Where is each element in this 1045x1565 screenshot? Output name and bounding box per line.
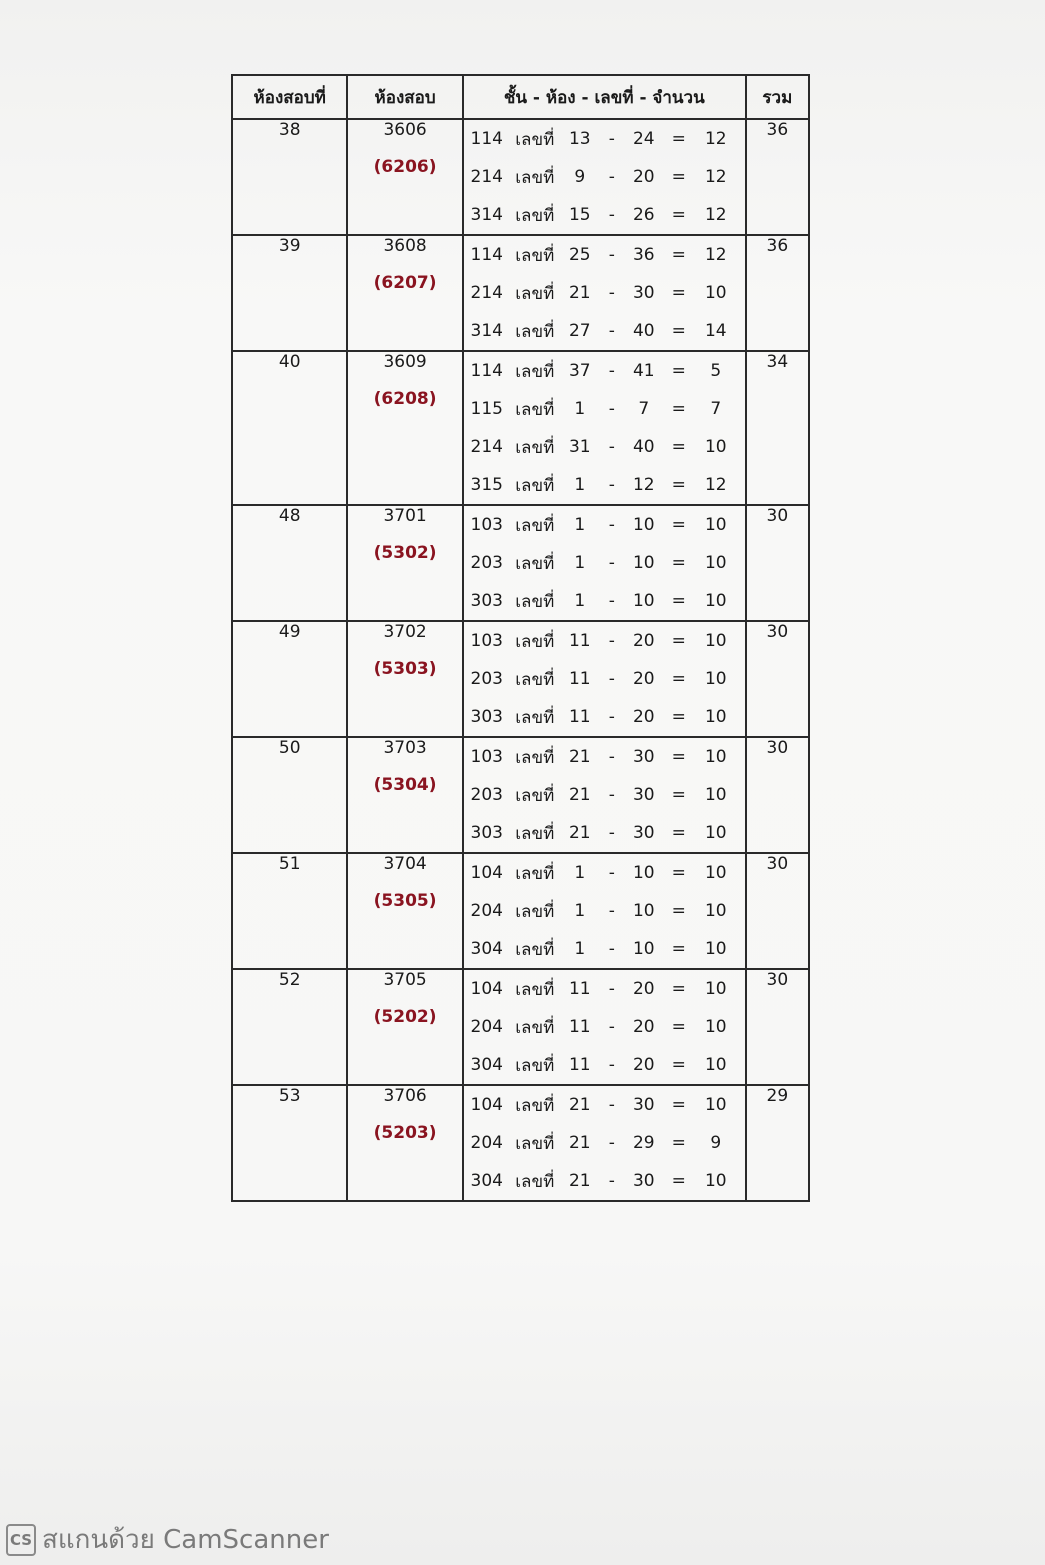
detail-line <box>464 196 745 234</box>
exam-room-number: 38 <box>232 119 347 235</box>
table-row <box>232 621 809 737</box>
number-label: เลขที่ <box>515 167 555 188</box>
range-to: 10 <box>632 901 655 921</box>
range-from: 1 <box>574 475 586 495</box>
equals-sign: = <box>671 283 686 303</box>
class-number: 204 <box>470 1133 503 1153</box>
detail-line <box>464 776 745 814</box>
number-label: เลขที่ <box>515 361 555 382</box>
number-label: เลขที่ <box>515 129 555 150</box>
equals-sign: = <box>671 823 686 843</box>
room-alt-code: (6206) <box>373 157 437 177</box>
range-from: 21 <box>568 823 591 843</box>
range-from: 11 <box>568 669 591 689</box>
number-label: เลขที่ <box>515 553 555 574</box>
class-number: 103 <box>470 515 503 535</box>
range-from: 11 <box>568 707 591 727</box>
range-from: 1 <box>574 553 586 573</box>
class-number: 314 <box>470 321 503 341</box>
equals-sign: = <box>671 707 686 727</box>
range-to: 20 <box>632 707 655 727</box>
equals-sign: = <box>671 245 686 265</box>
class-number: 114 <box>470 129 503 149</box>
footer-text: สแกนด้วย CamScanner <box>42 1525 329 1555</box>
detail-line <box>464 814 745 852</box>
range-from: 25 <box>568 245 591 265</box>
detail-line <box>464 312 745 350</box>
class-number: 303 <box>470 823 503 843</box>
room-cell <box>347 737 462 853</box>
header-exam-no: ห้องสอบที่ <box>232 75 347 119</box>
class-number: 104 <box>470 1095 503 1115</box>
detail-cell <box>463 119 746 235</box>
detail-line <box>464 738 745 776</box>
room-cell <box>347 621 462 737</box>
student-count: 10 <box>704 1171 727 1191</box>
range-dash: - <box>608 823 615 843</box>
range-to: 20 <box>632 167 655 187</box>
class-number: 104 <box>470 863 503 883</box>
table-row <box>232 505 809 621</box>
equals-sign: = <box>671 747 686 767</box>
range-dash: - <box>608 361 615 381</box>
equals-sign: = <box>671 1095 686 1115</box>
class-number: 203 <box>470 785 503 805</box>
detail-line <box>464 506 745 544</box>
range-to: 29 <box>632 1133 655 1153</box>
equals-sign: = <box>671 1171 686 1191</box>
detail-line <box>464 892 745 930</box>
range-to: 30 <box>632 1095 655 1115</box>
range-to: 7 <box>638 399 650 419</box>
range-dash: - <box>608 167 615 187</box>
exam-room-number: 39 <box>232 235 347 351</box>
range-to: 30 <box>632 1171 655 1191</box>
equals-sign: = <box>671 167 686 187</box>
detail-line <box>464 544 745 582</box>
range-dash: - <box>608 437 615 457</box>
table-row <box>232 853 809 969</box>
room-code: 3706 <box>383 1086 427 1106</box>
room-code: 3704 <box>383 854 427 874</box>
detail-line <box>464 1008 745 1046</box>
range-from: 1 <box>574 591 586 611</box>
detail-line <box>464 854 745 892</box>
range-to: 41 <box>632 361 655 381</box>
class-number: 204 <box>470 1017 503 1037</box>
class-number: 214 <box>470 167 503 187</box>
total-count: 29 <box>746 1085 809 1201</box>
range-from: 21 <box>568 1171 591 1191</box>
number-label: เลขที่ <box>515 707 555 728</box>
exam-room-number: 52 <box>232 969 347 1085</box>
room-alt-code: (5202) <box>373 1007 437 1027</box>
student-count: 10 <box>704 747 727 767</box>
number-label: เลขที่ <box>515 1017 555 1038</box>
exam-room-table <box>231 74 810 1202</box>
student-count: 10 <box>704 785 727 805</box>
total-count: 30 <box>746 737 809 853</box>
range-to: 10 <box>632 515 655 535</box>
range-from: 21 <box>568 747 591 767</box>
range-from: 11 <box>568 979 591 999</box>
detail-line <box>464 466 745 504</box>
equals-sign: = <box>671 129 686 149</box>
range-dash: - <box>608 591 615 611</box>
range-dash: - <box>608 863 615 883</box>
class-number: 304 <box>470 1055 503 1075</box>
number-label: เลขที่ <box>515 785 555 806</box>
equals-sign: = <box>671 979 686 999</box>
header-room: ห้องสอบ <box>347 75 462 119</box>
number-label: เลขที่ <box>515 475 555 496</box>
range-from: 27 <box>568 321 591 341</box>
student-count: 10 <box>704 669 727 689</box>
range-to: 10 <box>632 553 655 573</box>
exam-room-number: 49 <box>232 621 347 737</box>
range-dash: - <box>608 901 615 921</box>
class-number: 315 <box>470 475 503 495</box>
equals-sign: = <box>671 591 686 611</box>
table-row <box>232 737 809 853</box>
total-count: 30 <box>746 621 809 737</box>
detail-line <box>464 1046 745 1084</box>
range-to: 20 <box>632 631 655 651</box>
student-count: 14 <box>704 321 727 341</box>
student-count: 10 <box>704 591 727 611</box>
number-label: เลขที่ <box>515 863 555 884</box>
range-to: 40 <box>632 321 655 341</box>
student-count: 10 <box>704 979 727 999</box>
range-dash: - <box>608 475 615 495</box>
range-dash: - <box>608 1095 615 1115</box>
student-count: 10 <box>704 283 727 303</box>
room-code: 3702 <box>383 622 427 642</box>
range-dash: - <box>608 205 615 225</box>
room-cell <box>347 119 462 235</box>
student-count: 10 <box>704 707 727 727</box>
detail-line <box>464 274 745 312</box>
detail-cell <box>463 621 746 737</box>
table-row <box>232 351 809 505</box>
room-cell <box>347 235 462 351</box>
table-row <box>232 235 809 351</box>
range-to: 10 <box>632 939 655 959</box>
student-count: 10 <box>704 863 727 883</box>
equals-sign: = <box>671 553 686 573</box>
exam-room-number: 50 <box>232 737 347 853</box>
total-count: 34 <box>746 351 809 505</box>
student-count: 12 <box>704 475 727 495</box>
range-dash: - <box>608 785 615 805</box>
student-count: 10 <box>704 1055 727 1075</box>
class-number: 203 <box>470 669 503 689</box>
range-from: 21 <box>568 1095 591 1115</box>
range-to: 20 <box>632 979 655 999</box>
range-from: 15 <box>568 205 591 225</box>
student-count: 12 <box>704 205 727 225</box>
range-to: 36 <box>632 245 655 265</box>
room-cell <box>347 969 462 1085</box>
detail-line <box>464 120 745 158</box>
total-count: 30 <box>746 853 809 969</box>
range-dash: - <box>608 515 615 535</box>
room-code: 3703 <box>383 738 427 758</box>
range-from: 1 <box>574 515 586 535</box>
detail-line <box>464 1124 745 1162</box>
student-count: 10 <box>704 631 727 651</box>
range-from: 13 <box>568 129 591 149</box>
room-cell <box>347 1085 462 1201</box>
range-dash: - <box>608 1133 615 1153</box>
room-code: 3705 <box>383 970 427 990</box>
room-cell <box>347 351 462 505</box>
student-count: 5 <box>710 361 722 381</box>
room-alt-code: (5203) <box>373 1123 437 1143</box>
number-label: เลขที่ <box>515 1095 555 1116</box>
range-to: 30 <box>632 785 655 805</box>
table-row <box>232 1085 809 1201</box>
equals-sign: = <box>671 205 686 225</box>
range-to: 30 <box>632 283 655 303</box>
equals-sign: = <box>671 1055 686 1075</box>
range-dash: - <box>608 669 615 689</box>
camscanner-logo-icon: CS <box>6 1524 36 1556</box>
detail-line <box>464 930 745 968</box>
detail-line <box>464 428 745 466</box>
header-row <box>232 75 809 119</box>
equals-sign: = <box>671 475 686 495</box>
equals-sign: = <box>671 321 686 341</box>
range-to: 30 <box>632 823 655 843</box>
range-dash: - <box>608 747 615 767</box>
equals-sign: = <box>671 361 686 381</box>
equals-sign: = <box>671 863 686 883</box>
range-from: 21 <box>568 1133 591 1153</box>
table-body <box>232 119 809 1201</box>
class-number: 114 <box>470 245 503 265</box>
exam-room-number: 48 <box>232 505 347 621</box>
range-to: 24 <box>632 129 655 149</box>
room-code: 3606 <box>383 120 427 140</box>
range-dash: - <box>608 321 615 341</box>
number-label: เลขที่ <box>515 1055 555 1076</box>
equals-sign: = <box>671 1133 686 1153</box>
range-from: 1 <box>574 939 586 959</box>
number-label: เลขที่ <box>515 631 555 652</box>
range-from: 1 <box>574 863 586 883</box>
range-dash: - <box>608 553 615 573</box>
exam-room-number: 53 <box>232 1085 347 1201</box>
student-count: 10 <box>704 939 727 959</box>
total-count: 36 <box>746 235 809 351</box>
range-dash: - <box>608 979 615 999</box>
range-from: 1 <box>574 901 586 921</box>
equals-sign: = <box>671 901 686 921</box>
room-code: 3608 <box>383 236 427 256</box>
range-to: 10 <box>632 591 655 611</box>
class-number: 204 <box>470 901 503 921</box>
exam-room-number: 40 <box>232 351 347 505</box>
range-from: 11 <box>568 1055 591 1075</box>
number-label: เลขที่ <box>515 747 555 768</box>
range-dash: - <box>608 707 615 727</box>
class-number: 303 <box>470 707 503 727</box>
range-dash: - <box>608 631 615 651</box>
student-count: 10 <box>704 515 727 535</box>
class-number: 304 <box>470 939 503 959</box>
range-to: 30 <box>632 747 655 767</box>
number-label: เลขที่ <box>515 1133 555 1154</box>
student-count: 7 <box>710 399 722 419</box>
detail-line <box>464 352 745 390</box>
class-number: 314 <box>470 205 503 225</box>
range-dash: - <box>608 129 615 149</box>
detail-cell <box>463 351 746 505</box>
room-cell <box>347 853 462 969</box>
student-count: 10 <box>704 823 727 843</box>
class-number: 103 <box>470 747 503 767</box>
number-label: เลขที่ <box>515 1171 555 1192</box>
number-label: เลขที่ <box>515 901 555 922</box>
range-from: 11 <box>568 631 591 651</box>
number-label: เลขที่ <box>515 979 555 1000</box>
range-from: 1 <box>574 399 586 419</box>
number-label: เลขที่ <box>515 321 555 342</box>
room-cell <box>347 505 462 621</box>
student-count: 10 <box>704 1095 727 1115</box>
range-to: 26 <box>632 205 655 225</box>
range-from: 21 <box>568 785 591 805</box>
equals-sign: = <box>671 785 686 805</box>
room-code: 3609 <box>383 352 427 372</box>
range-dash: - <box>608 283 615 303</box>
detail-line <box>464 622 745 660</box>
student-count: 12 <box>704 167 727 187</box>
equals-sign: = <box>671 939 686 959</box>
header-total: รวม <box>746 75 809 119</box>
range-to: 20 <box>632 669 655 689</box>
table-row <box>232 969 809 1085</box>
class-number: 104 <box>470 979 503 999</box>
range-from: 21 <box>568 283 591 303</box>
total-count: 30 <box>746 969 809 1085</box>
detail-line <box>464 390 745 428</box>
room-alt-code: (5302) <box>373 543 437 563</box>
detail-line <box>464 582 745 620</box>
number-label: เลขที่ <box>515 591 555 612</box>
room-alt-code: (5304) <box>373 775 437 795</box>
detail-line <box>464 158 745 196</box>
equals-sign: = <box>671 631 686 651</box>
range-dash: - <box>608 1017 615 1037</box>
detail-cell <box>463 969 746 1085</box>
equals-sign: = <box>671 1017 686 1037</box>
class-number: 304 <box>470 1171 503 1191</box>
student-count: 10 <box>704 553 727 573</box>
detail-cell <box>463 853 746 969</box>
range-dash: - <box>608 1171 615 1191</box>
range-dash: - <box>608 1055 615 1075</box>
student-count: 10 <box>704 1017 727 1037</box>
student-count: 10 <box>704 437 727 457</box>
exam-room-number: 51 <box>232 853 347 969</box>
room-alt-code: (6208) <box>373 389 437 409</box>
range-to: 10 <box>632 863 655 883</box>
range-to: 20 <box>632 1017 655 1037</box>
detail-cell <box>463 737 746 853</box>
room-alt-code: (5303) <box>373 659 437 679</box>
equals-sign: = <box>671 399 686 419</box>
detail-line <box>464 1086 745 1124</box>
range-to: 12 <box>632 475 655 495</box>
detail-line <box>464 698 745 736</box>
detail-cell <box>463 235 746 351</box>
detail-line <box>464 1162 745 1200</box>
student-count: 10 <box>704 901 727 921</box>
total-count: 30 <box>746 505 809 621</box>
table-row <box>232 119 809 235</box>
total-count: 36 <box>746 119 809 235</box>
header-detail: ชั้น - ห้อง - เลขที่ - จำนวน <box>463 75 746 119</box>
room-alt-code: (5305) <box>373 891 437 911</box>
equals-sign: = <box>671 515 686 535</box>
class-number: 303 <box>470 591 503 611</box>
number-label: เลขที่ <box>515 283 555 304</box>
detail-cell <box>463 505 746 621</box>
number-label: เลขที่ <box>515 437 555 458</box>
camscanner-footer <box>6 1519 329 1560</box>
range-dash: - <box>608 939 615 959</box>
student-count: 12 <box>704 129 727 149</box>
range-from: 31 <box>568 437 591 457</box>
student-count: 9 <box>710 1133 722 1153</box>
range-to: 20 <box>632 1055 655 1075</box>
class-number: 103 <box>470 631 503 651</box>
equals-sign: = <box>671 669 686 689</box>
detail-line <box>464 660 745 698</box>
range-from: 37 <box>568 361 591 381</box>
detail-cell <box>463 1085 746 1201</box>
detail-line <box>464 970 745 1008</box>
number-label: เลขที่ <box>515 205 555 226</box>
number-label: เลขที่ <box>515 669 555 690</box>
room-alt-code: (6207) <box>373 273 437 293</box>
room-code: 3701 <box>383 506 427 526</box>
class-number: 115 <box>470 399 503 419</box>
number-label: เลขที่ <box>515 939 555 960</box>
class-number: 214 <box>470 437 503 457</box>
class-number: 214 <box>470 283 503 303</box>
number-label: เลขที่ <box>515 823 555 844</box>
number-label: เลขที่ <box>515 515 555 536</box>
range-from: 11 <box>568 1017 591 1037</box>
number-label: เลขที่ <box>515 399 555 420</box>
range-to: 40 <box>632 437 655 457</box>
range-dash: - <box>608 245 615 265</box>
class-number: 114 <box>470 361 503 381</box>
equals-sign: = <box>671 437 686 457</box>
class-number: 203 <box>470 553 503 573</box>
range-from: 9 <box>574 167 586 187</box>
range-dash: - <box>608 399 615 419</box>
student-count: 12 <box>704 245 727 265</box>
number-label: เลขที่ <box>515 245 555 266</box>
detail-line <box>464 236 745 274</box>
